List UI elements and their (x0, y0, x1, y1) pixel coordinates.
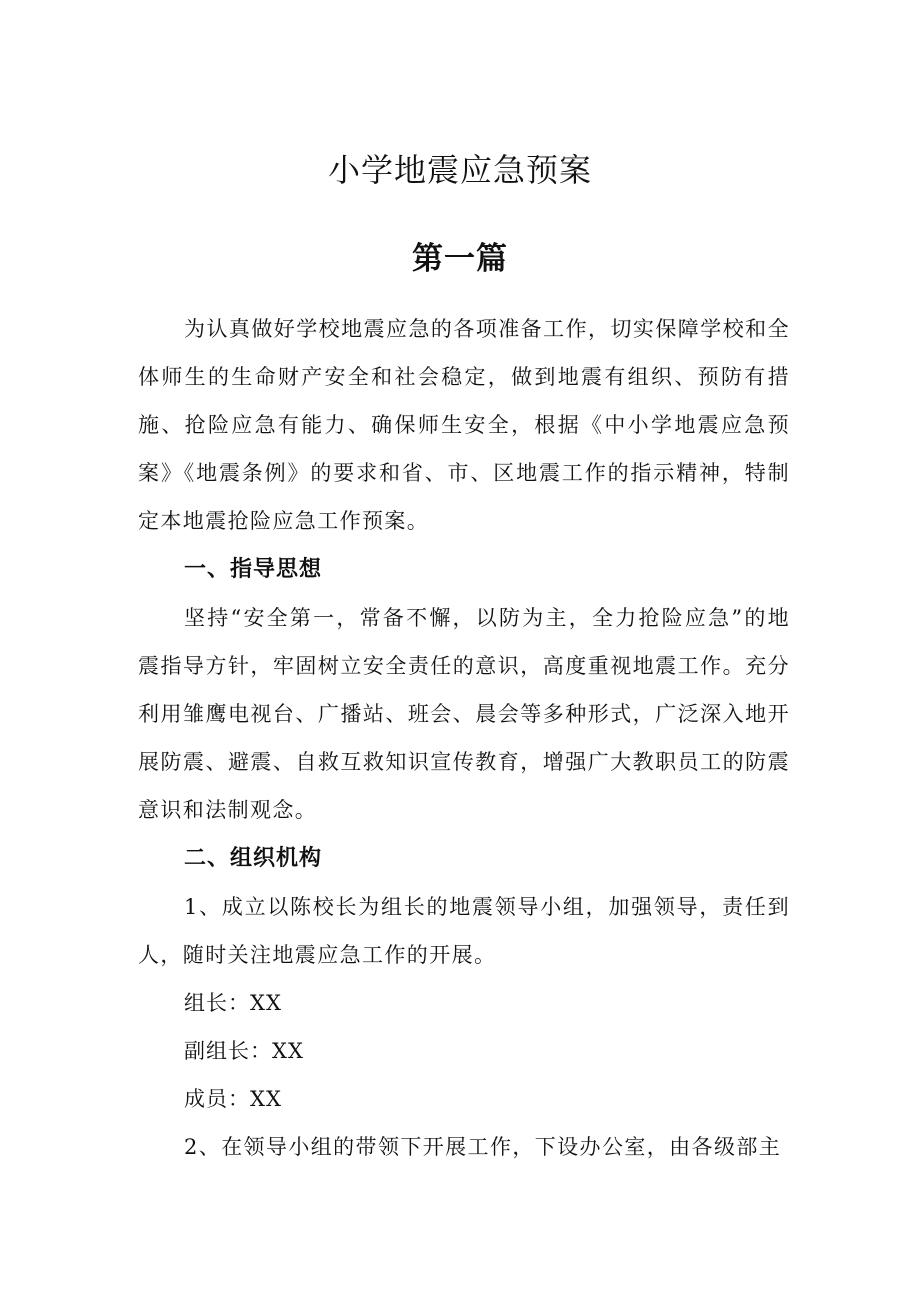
organization-item-2: 2、在领导小组的带领下开展工作，下设办公室，由各级部主 (184, 1135, 782, 1159)
document-title: 小学地震应急预案 (327, 151, 592, 189)
members-line: 成员：XX (184, 1087, 282, 1111)
document-subtitle: 第一篇 (412, 241, 508, 277)
intro-paragraph: 为认真做好学校地震应急的各项准备工作，切实保障学校和全体师生的生命财产安全和社会稳定，做到地震有组织、预防有措施、抢险应急有能力、确保师生安全，根据《中小学地震应急预案》《地震条例》的要求和省、市、区地震工作的指示精神，特制定本地震抢险应急工作预案。 (138, 317, 790, 533)
section-heading-guiding-principle: 一、指导思想 (184, 557, 323, 582)
guiding-principle-paragraph: 坚持“安全第一，常备不懈，以防为主，全力抢险应急”的地震指导方针，牢固树立安全责任的意识，高度重视地震工作。充分利用雏鹰电视台、广播站、班会、晨会等多种形式，广泛深入地开展防震、避震、自救互救知识宣传教育，增强广大教职员工的防震意识和法制观念。 (138, 606, 790, 822)
deputy-leader-line: 副组长：XX (184, 1039, 304, 1063)
leader-line: 组长：XX (184, 991, 282, 1015)
section-heading-organization: 二、组织机构 (184, 846, 323, 871)
organization-item-1: 1、成立以陈校长为组长的地震领导小组，加强领导，责任到人，随时关注地震应急工作的开展。 (138, 895, 790, 967)
